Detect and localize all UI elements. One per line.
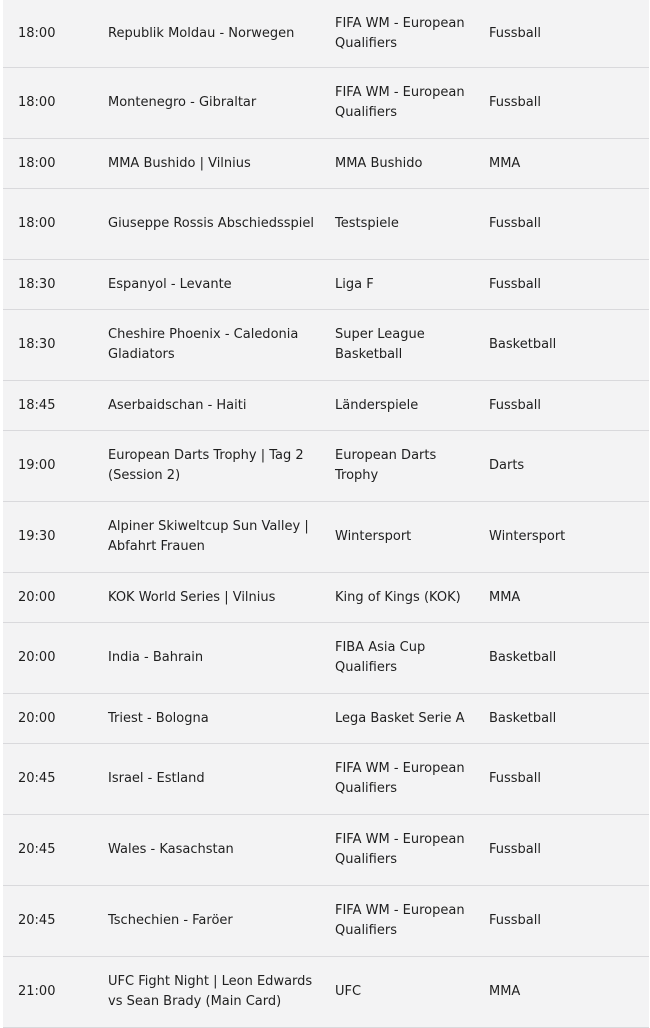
event-cell: Triest - Bologna [108, 710, 209, 726]
competition-cell: FIFA WM - European Qualifiers [335, 903, 465, 938]
table-row[interactable] [3, 381, 649, 431]
table-row[interactable] [3, 886, 649, 957]
sport-cell: Basketball [489, 710, 557, 726]
time-cell: 18:00 [18, 216, 56, 231]
time-cell: 20:45 [18, 771, 56, 786]
event-cell: UFC Fight Night | Leon Edwards vs Sean Brady (Main Card) [108, 974, 313, 1009]
table-row[interactable] [3, 139, 649, 189]
event-cell: KOK World Series | Vilnius [108, 589, 276, 605]
sport-cell: Fussball [489, 25, 541, 41]
event-cell: Wales - Kasachstan [108, 842, 234, 857]
sport-cell: MMA [489, 984, 521, 999]
time-cell: 20:45 [18, 842, 56, 857]
event-cell: Aserbaidschan - Haiti [108, 397, 247, 413]
time-cell: 20:00 [18, 710, 56, 726]
sport-cell: Basketball [489, 650, 557, 665]
event-cell: Tschechien - Faröer [108, 913, 233, 928]
competition-cell: MMA Bushido [335, 155, 423, 171]
time-cell: 18:00 [18, 95, 56, 110]
time-cell: 18:30 [18, 337, 56, 352]
sport-cell: Fussball [489, 216, 541, 231]
competition-cell: FIFA WM - European Qualifiers [335, 761, 465, 796]
time-cell: 19:30 [18, 529, 56, 544]
sport-cell: Wintersport [489, 529, 566, 544]
sport-cell: Fussball [489, 397, 541, 413]
competition-cell: FIFA WM - European Qualifiers [335, 85, 465, 120]
sport-cell: Fussball [489, 771, 541, 786]
table-row[interactable] [3, 189, 649, 260]
event-cell: Republik Moldau - Norwegen [108, 25, 295, 41]
competition-cell: UFC [335, 984, 362, 999]
time-cell: 20:00 [18, 650, 56, 665]
event-cell: European Darts Trophy | Tag 2 (Session 2) [108, 448, 304, 483]
event-cell: Montenegro - Gibraltar [108, 95, 257, 110]
table-row[interactable] [3, 573, 649, 623]
table-row[interactable] [3, 502, 649, 573]
competition-cell: Super League Basketball [335, 327, 425, 362]
competition-cell: FIFA WM - European Qualifiers [335, 15, 465, 51]
schedule-table [3, 0, 649, 1028]
sport-cell: MMA [489, 155, 521, 171]
time-cell: 18:00 [18, 155, 56, 171]
competition-cell: FIBA Asia Cup Qualifiers [335, 640, 426, 675]
event-cell: India - Bahrain [108, 650, 204, 665]
table-row[interactable] [3, 957, 649, 1028]
sport-cell: Basketball [489, 337, 557, 352]
time-cell: 18:45 [18, 397, 56, 413]
table-row[interactable] [3, 815, 649, 886]
event-cell: Alpiner Skiweltcup Sun Valley | Abfahrt Frauen [108, 519, 309, 554]
time-cell: 18:00 [18, 25, 56, 41]
sport-cell: Fussball [489, 842, 541, 857]
competition-cell: Liga F [335, 276, 374, 292]
table-row[interactable] [3, 694, 649, 744]
table-row[interactable] [3, 623, 649, 694]
sport-cell: MMA [489, 589, 521, 605]
competition-cell: Testspiele [335, 216, 399, 231]
event-cell: Espanyol - Levante [108, 276, 232, 292]
table-row[interactable] [3, 744, 649, 815]
competition-cell: European Darts Trophy [335, 448, 437, 483]
table-row[interactable] [3, 0, 649, 68]
competition-cell: Länderspiele [335, 397, 419, 413]
competition-cell: Wintersport [335, 529, 412, 544]
time-cell: 18:30 [18, 276, 56, 292]
competition-cell: FIFA WM - European Qualifiers [335, 832, 465, 867]
sport-cell: Fussball [489, 276, 541, 292]
competition-cell: King of Kings (KOK) [335, 589, 461, 605]
time-cell: 19:00 [18, 458, 56, 473]
event-cell: Israel - Estland [108, 771, 205, 786]
event-cell: MMA Bushido | Vilnius [108, 155, 251, 171]
table-row[interactable] [3, 68, 649, 139]
event-cell: Cheshire Phoenix - Caledonia Gladiators [108, 327, 299, 362]
time-cell: 21:00 [18, 984, 56, 999]
time-cell: 20:45 [18, 913, 56, 928]
table-row[interactable] [3, 310, 649, 381]
competition-cell: Lega Basket Serie A [335, 710, 465, 726]
table-row[interactable] [3, 260, 649, 310]
time-cell: 20:00 [18, 589, 56, 605]
sport-cell: Fussball [489, 95, 541, 110]
sport-cell: Fussball [489, 913, 541, 928]
table-row[interactable] [3, 431, 649, 502]
event-cell: Giuseppe Rossis Abschiedsspiel [108, 216, 314, 231]
sport-cell: Darts [489, 458, 525, 473]
